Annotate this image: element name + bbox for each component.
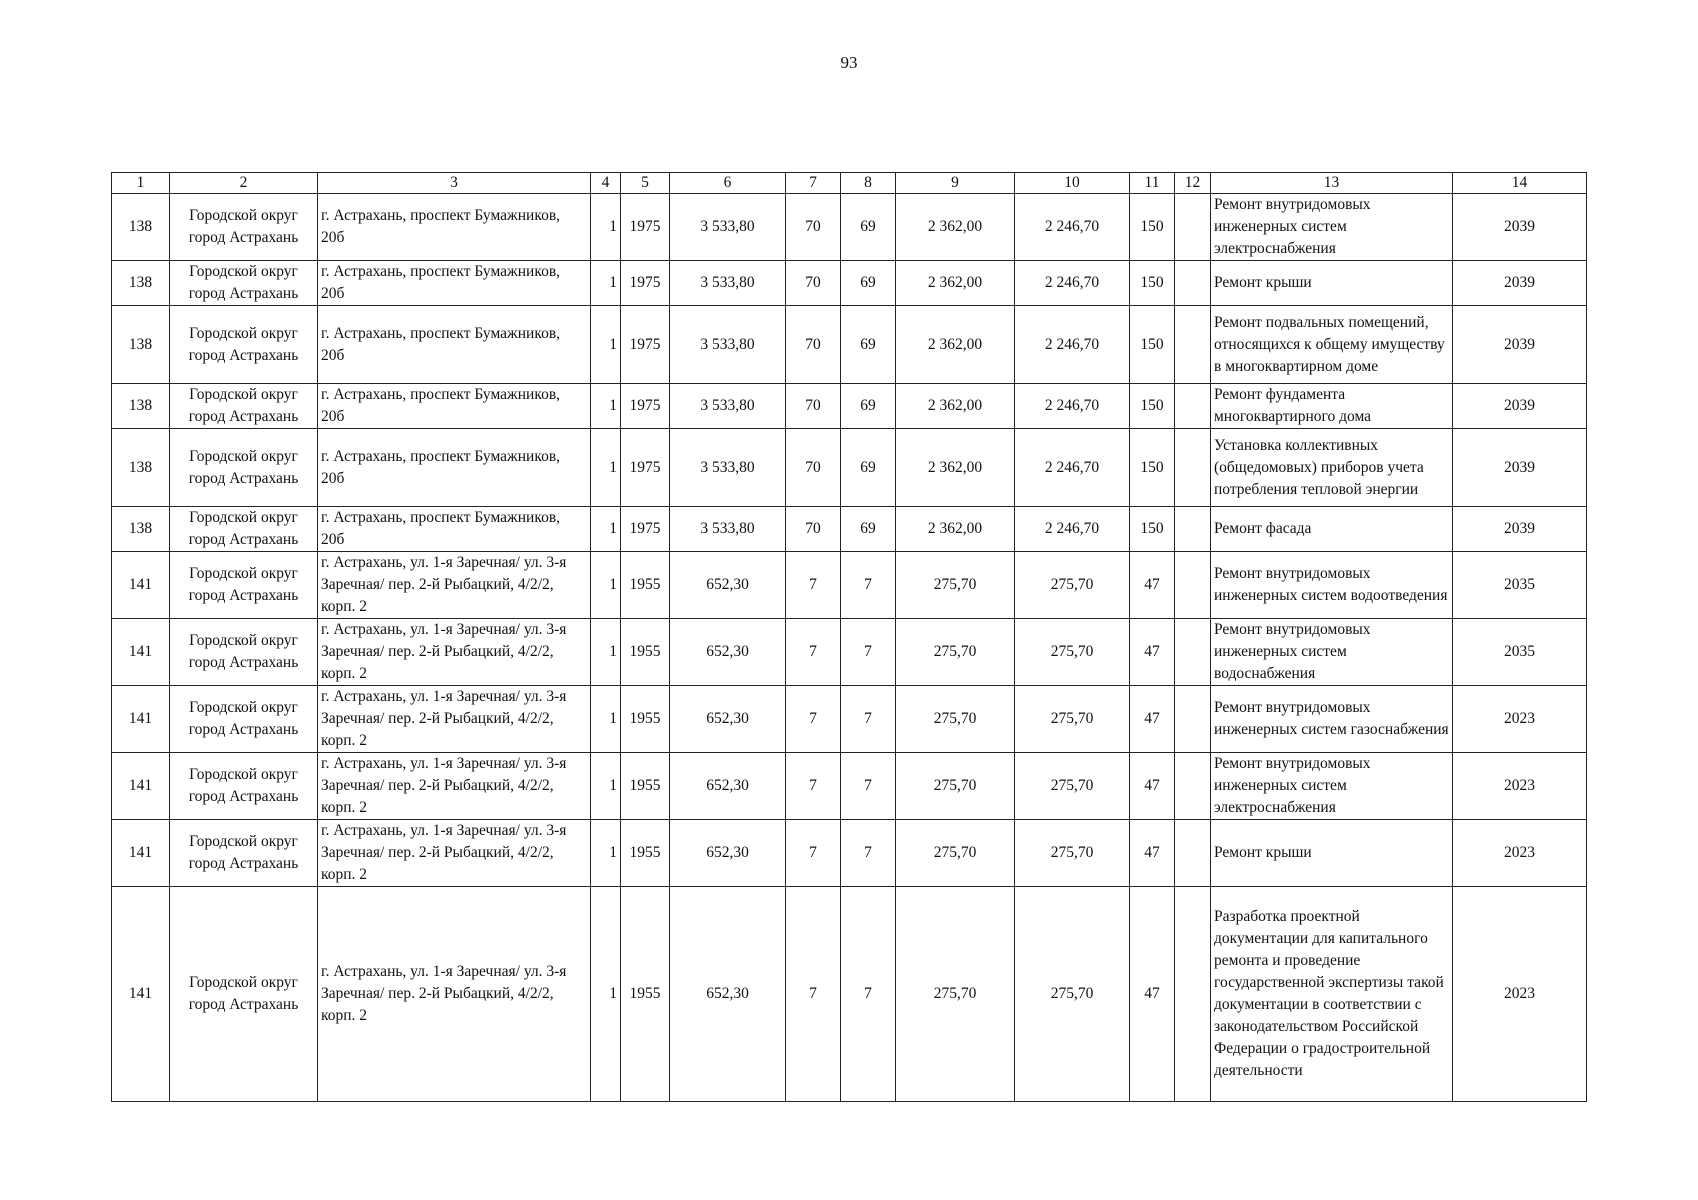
col7-cell: 7: [786, 552, 841, 619]
col4-cell: 1: [591, 261, 621, 306]
col12-cell: [1175, 820, 1211, 887]
plan-year-cell: 2023: [1453, 753, 1587, 820]
col12-cell: [1175, 306, 1211, 384]
col11-cell: 150: [1130, 194, 1175, 261]
repair-work-cell: Установка коллективных (общедомовых) приборов учета потребления тепловой энергии: [1211, 429, 1453, 507]
col4-cell: 1: [591, 887, 621, 1102]
area-col10-cell: 2 246,70: [1015, 507, 1130, 552]
total-area-cell: 652,30: [670, 753, 786, 820]
col7-cell: 7: [786, 887, 841, 1102]
row-number-cell: 141: [112, 887, 170, 1102]
row-number-cell: 141: [112, 820, 170, 887]
col4-cell: 1: [591, 753, 621, 820]
row-number-cell: 141: [112, 619, 170, 686]
plan-year-cell: 2035: [1453, 552, 1587, 619]
col4-cell: 1: [591, 686, 621, 753]
build-year-cell: 1955: [621, 887, 670, 1102]
table-row: [112, 507, 1587, 552]
repair-work-cell: Ремонт внутридомовых инженерных систем электроснабжения: [1211, 194, 1453, 261]
col8-cell: 7: [841, 753, 896, 820]
column-header-14: 14: [1453, 173, 1587, 194]
repair-work-cell: Ремонт крыши: [1211, 820, 1453, 887]
area-col9-cell: 2 362,00: [896, 507, 1015, 552]
municipality-cell: Городской округ город Астрахань: [170, 552, 318, 619]
area-col10-cell: 2 246,70: [1015, 194, 1130, 261]
municipality-cell: Городской округ город Астрахань: [170, 753, 318, 820]
col11-cell: 47: [1130, 753, 1175, 820]
plan-year-cell: 2039: [1453, 194, 1587, 261]
repair-work-cell: Ремонт внутридомовых инженерных систем газоснабжения: [1211, 686, 1453, 753]
total-area-cell: 3 533,80: [670, 507, 786, 552]
column-header-13: 13: [1211, 173, 1453, 194]
area-col9-cell: 275,70: [896, 820, 1015, 887]
table-row: [112, 686, 1587, 753]
address-cell: г. Астрахань, проспект Бумажников, 20б: [318, 429, 591, 507]
column-header-1: 1: [112, 173, 170, 194]
col7-cell: 70: [786, 306, 841, 384]
plan-year-cell: 2023: [1453, 686, 1587, 753]
col4-cell: 1: [591, 552, 621, 619]
col11-cell: 47: [1130, 686, 1175, 753]
build-year-cell: 1955: [621, 619, 670, 686]
col12-cell: [1175, 261, 1211, 306]
municipality-cell: Городской округ город Астрахань: [170, 306, 318, 384]
page-number: 93: [840, 53, 858, 72]
column-header-8: 8: [841, 173, 896, 194]
address-cell: г. Астрахань, ул. 1-я Заречная/ ул. 3-я Заречная/ пер. 2-й Рыбацкий, 4/2/2, корп. 2: [318, 619, 591, 686]
col4-cell: 1: [591, 194, 621, 261]
col7-cell: 70: [786, 429, 841, 507]
repair-work-cell: Ремонт внутридомовых инженерных систем водоснабжения: [1211, 619, 1453, 686]
col8-cell: 7: [841, 686, 896, 753]
total-area-cell: 652,30: [670, 552, 786, 619]
row-number-cell: 141: [112, 753, 170, 820]
column-header-5: 5: [621, 173, 670, 194]
col8-cell: 69: [841, 306, 896, 384]
col7-cell: 70: [786, 194, 841, 261]
col8-cell: 7: [841, 619, 896, 686]
total-area-cell: 652,30: [670, 820, 786, 887]
plan-year-cell: 2039: [1453, 261, 1587, 306]
build-year-cell: 1975: [621, 194, 670, 261]
table-row: [112, 384, 1587, 429]
address-cell: г. Астрахань, ул. 1-я Заречная/ ул. 3-я Заречная/ пер. 2-й Рыбацкий, 4/2/2, корп. 2: [318, 552, 591, 619]
table-row: [112, 619, 1587, 686]
column-header-4: 4: [591, 173, 621, 194]
repair-work-cell: Ремонт фасада: [1211, 507, 1453, 552]
municipality-cell: Городской округ город Астрахань: [170, 261, 318, 306]
area-col10-cell: 275,70: [1015, 552, 1130, 619]
area-col9-cell: 2 362,00: [896, 261, 1015, 306]
address-cell: г. Астрахань, ул. 1-я Заречная/ ул. 3-я Заречная/ пер. 2-й Рыбацкий, 4/2/2, корп. 2: [318, 820, 591, 887]
col8-cell: 69: [841, 194, 896, 261]
build-year-cell: 1975: [621, 507, 670, 552]
repair-work-cell: Ремонт подвальных помещений, относящихся к общему имуществу в многоквартирном доме: [1211, 306, 1453, 384]
municipality-cell: Городской округ город Астрахань: [170, 820, 318, 887]
area-col10-cell: 275,70: [1015, 686, 1130, 753]
address-cell: г. Астрахань, проспект Бумажников, 20б: [318, 261, 591, 306]
plan-year-cell: 2023: [1453, 820, 1587, 887]
header-row: [112, 173, 1587, 194]
total-area-cell: 652,30: [670, 686, 786, 753]
repair-work-cell: Разработка проектной документации для капитального ремонта и проведение государственной экспертизы такой документации в соответствии с законодательством Российской Федерации о градостроительной деятельности: [1211, 887, 1453, 1102]
row-number-cell: 138: [112, 261, 170, 306]
plan-year-cell: 2039: [1453, 507, 1587, 552]
table-header: [112, 173, 1587, 194]
capital-repair-table: [111, 172, 1587, 1102]
area-col10-cell: 275,70: [1015, 820, 1130, 887]
col12-cell: [1175, 753, 1211, 820]
column-header-2: 2: [170, 173, 318, 194]
table-row: [112, 887, 1587, 1102]
build-year-cell: 1955: [621, 552, 670, 619]
row-number-cell: 138: [112, 429, 170, 507]
municipality-cell: Городской округ город Астрахань: [170, 507, 318, 552]
col11-cell: 47: [1130, 619, 1175, 686]
area-col9-cell: 275,70: [896, 686, 1015, 753]
column-header-7: 7: [786, 173, 841, 194]
col7-cell: 7: [786, 753, 841, 820]
table-row: [112, 552, 1587, 619]
area-col9-cell: 2 362,00: [896, 194, 1015, 261]
col4-cell: 1: [591, 619, 621, 686]
row-number-cell: 138: [112, 384, 170, 429]
address-cell: г. Астрахань, проспект Бумажников, 20б: [318, 194, 591, 261]
area-col10-cell: 2 246,70: [1015, 384, 1130, 429]
col7-cell: 70: [786, 261, 841, 306]
area-col9-cell: 275,70: [896, 619, 1015, 686]
col11-cell: 150: [1130, 261, 1175, 306]
build-year-cell: 1975: [621, 429, 670, 507]
col4-cell: 1: [591, 429, 621, 507]
col12-cell: [1175, 686, 1211, 753]
area-col10-cell: 2 246,70: [1015, 429, 1130, 507]
col8-cell: 69: [841, 429, 896, 507]
repair-work-cell: Ремонт крыши: [1211, 261, 1453, 306]
col11-cell: 150: [1130, 384, 1175, 429]
municipality-cell: Городской округ город Астрахань: [170, 384, 318, 429]
total-area-cell: 652,30: [670, 887, 786, 1102]
area-col10-cell: 275,70: [1015, 619, 1130, 686]
area-col9-cell: 2 362,00: [896, 306, 1015, 384]
col11-cell: 150: [1130, 306, 1175, 384]
col7-cell: 70: [786, 384, 841, 429]
address-cell: г. Астрахань, проспект Бумажников, 20б: [318, 507, 591, 552]
col12-cell: [1175, 507, 1211, 552]
plan-year-cell: 2039: [1453, 306, 1587, 384]
column-header-9: 9: [896, 173, 1015, 194]
municipality-cell: Городской округ город Астрахань: [170, 429, 318, 507]
column-header-11: 11: [1130, 173, 1175, 194]
repair-work-cell: Ремонт внутридомовых инженерных систем электроснабжения: [1211, 753, 1453, 820]
col11-cell: 150: [1130, 507, 1175, 552]
municipality-cell: Городской округ город Астрахань: [170, 887, 318, 1102]
area-col9-cell: 2 362,00: [896, 384, 1015, 429]
plan-year-cell: 2039: [1453, 429, 1587, 507]
total-area-cell: 3 533,80: [670, 261, 786, 306]
col7-cell: 7: [786, 619, 841, 686]
area-col10-cell: 275,70: [1015, 753, 1130, 820]
build-year-cell: 1955: [621, 753, 670, 820]
build-year-cell: 1975: [621, 384, 670, 429]
col8-cell: 69: [841, 507, 896, 552]
row-number-cell: 138: [112, 194, 170, 261]
area-col10-cell: 275,70: [1015, 887, 1130, 1102]
total-area-cell: 652,30: [670, 619, 786, 686]
col8-cell: 7: [841, 552, 896, 619]
col4-cell: 1: [591, 820, 621, 887]
row-number-cell: 141: [112, 686, 170, 753]
table-row: [112, 194, 1587, 261]
area-col10-cell: 2 246,70: [1015, 306, 1130, 384]
build-year-cell: 1955: [621, 820, 670, 887]
build-year-cell: 1955: [621, 686, 670, 753]
col12-cell: [1175, 384, 1211, 429]
area-col9-cell: 275,70: [896, 887, 1015, 1102]
table-row: [112, 753, 1587, 820]
total-area-cell: 3 533,80: [670, 429, 786, 507]
row-number-cell: 138: [112, 306, 170, 384]
column-header-10: 10: [1015, 173, 1130, 194]
total-area-cell: 3 533,80: [670, 194, 786, 261]
col4-cell: 1: [591, 306, 621, 384]
col8-cell: 69: [841, 261, 896, 306]
col7-cell: 7: [786, 686, 841, 753]
total-area-cell: 3 533,80: [670, 306, 786, 384]
table-row: [112, 429, 1587, 507]
col4-cell: 1: [591, 507, 621, 552]
col12-cell: [1175, 552, 1211, 619]
address-cell: г. Астрахань, проспект Бумажников, 20б: [318, 306, 591, 384]
area-col10-cell: 2 246,70: [1015, 261, 1130, 306]
col11-cell: 47: [1130, 887, 1175, 1102]
row-number-cell: 141: [112, 552, 170, 619]
total-area-cell: 3 533,80: [670, 384, 786, 429]
repair-work-cell: Ремонт внутридомовых инженерных систем водоотведения: [1211, 552, 1453, 619]
col4-cell: 1: [591, 384, 621, 429]
table-row: [112, 306, 1587, 384]
col8-cell: 7: [841, 820, 896, 887]
col12-cell: [1175, 887, 1211, 1102]
build-year-cell: 1975: [621, 261, 670, 306]
address-cell: г. Астрахань, проспект Бумажников, 20б: [318, 384, 591, 429]
plan-year-cell: 2023: [1453, 887, 1587, 1102]
col12-cell: [1175, 194, 1211, 261]
column-header-6: 6: [670, 173, 786, 194]
municipality-cell: Городской округ город Астрахань: [170, 619, 318, 686]
address-cell: г. Астрахань, ул. 1-я Заречная/ ул. 3-я Заречная/ пер. 2-й Рыбацкий, 4/2/2, корп. 2: [318, 686, 591, 753]
col12-cell: [1175, 619, 1211, 686]
municipality-cell: Городской округ город Астрахань: [170, 194, 318, 261]
col11-cell: 47: [1130, 820, 1175, 887]
col11-cell: 150: [1130, 429, 1175, 507]
municipality-cell: Городской округ город Астрахань: [170, 686, 318, 753]
plan-year-cell: 2039: [1453, 384, 1587, 429]
table-row: [112, 261, 1587, 306]
address-cell: г. Астрахань, ул. 1-я Заречная/ ул. 3-я Заречная/ пер. 2-й Рыбацкий, 4/2/2, корп. 2: [318, 753, 591, 820]
column-header-3: 3: [318, 173, 591, 194]
col12-cell: [1175, 429, 1211, 507]
row-number-cell: 138: [112, 507, 170, 552]
col7-cell: 7: [786, 820, 841, 887]
col11-cell: 47: [1130, 552, 1175, 619]
area-col9-cell: 275,70: [896, 552, 1015, 619]
col8-cell: 69: [841, 384, 896, 429]
address-cell: г. Астрахань, ул. 1-я Заречная/ ул. 3-я Заречная/ пер. 2-й Рыбацкий, 4/2/2, корп. 2: [318, 887, 591, 1102]
build-year-cell: 1975: [621, 306, 670, 384]
table-row: [112, 820, 1587, 887]
table-body: [112, 194, 1587, 1102]
area-col9-cell: 275,70: [896, 753, 1015, 820]
column-header-12: 12: [1175, 173, 1211, 194]
area-col9-cell: 2 362,00: [896, 429, 1015, 507]
plan-year-cell: 2035: [1453, 619, 1587, 686]
repair-work-cell: Ремонт фундамента многоквартирного дома: [1211, 384, 1453, 429]
col7-cell: 70: [786, 507, 841, 552]
col8-cell: 7: [841, 887, 896, 1102]
